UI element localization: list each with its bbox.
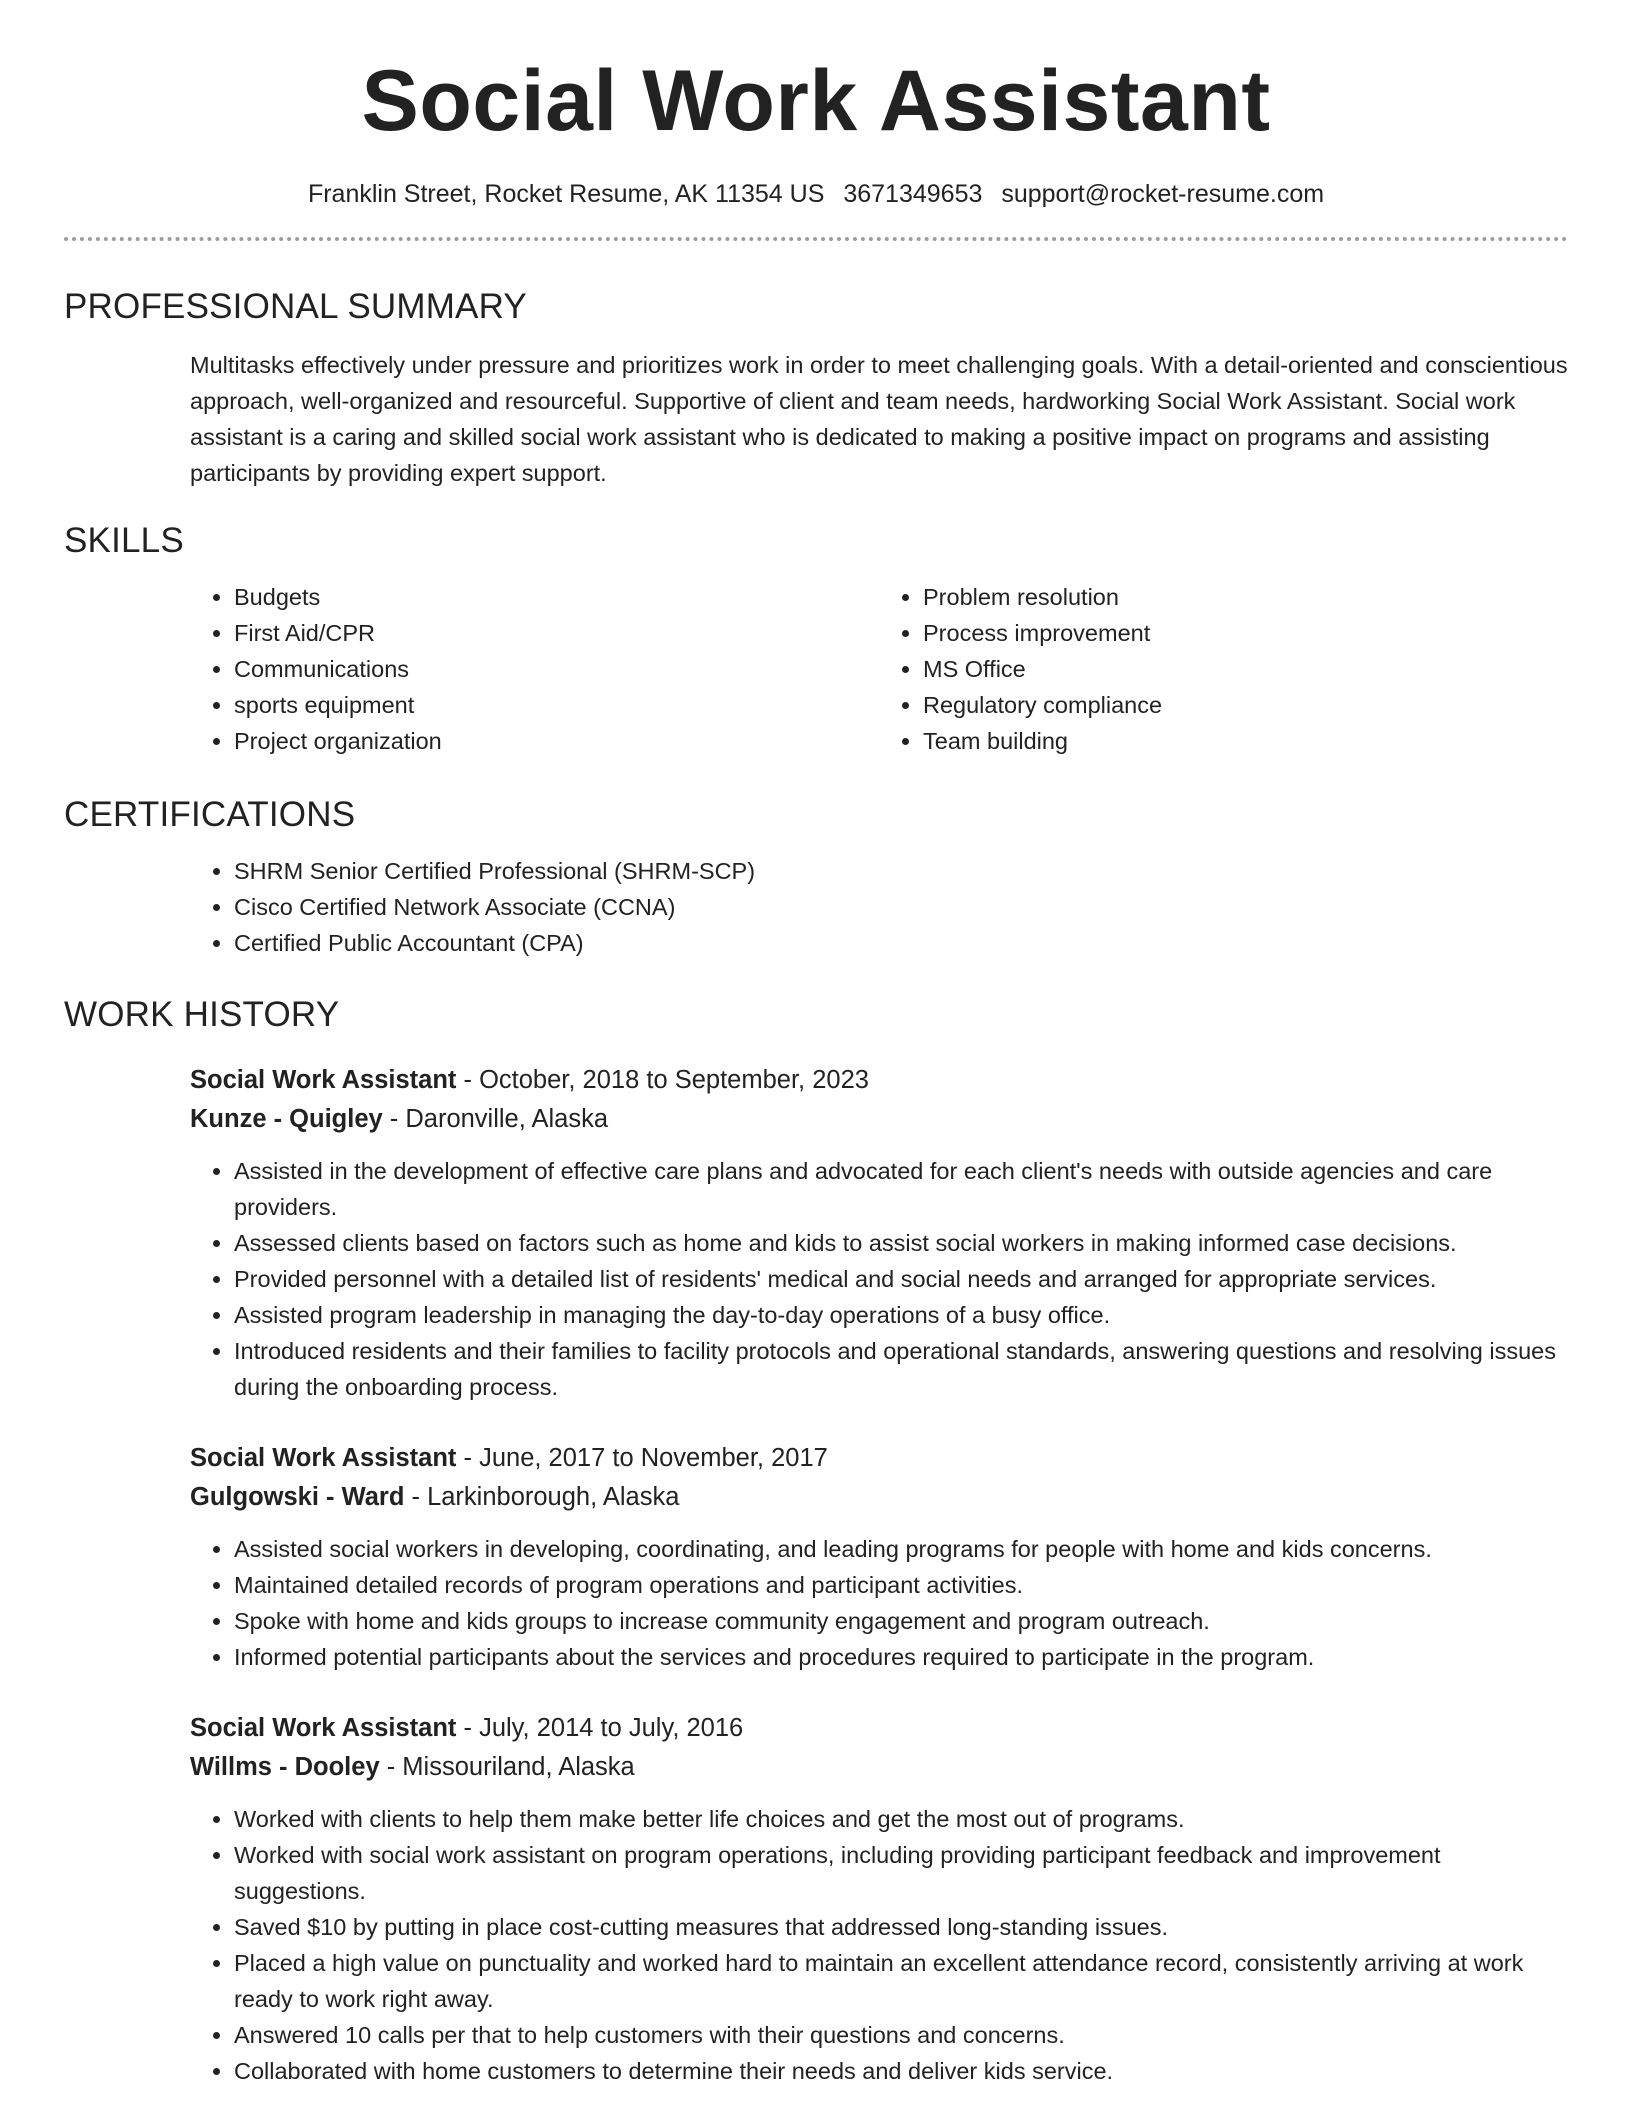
job-duties-list xyxy=(190,1801,1568,2089)
section-title-certifications: CERTIFICATIONS xyxy=(64,795,356,834)
resume-name: Social Work Assistant xyxy=(361,53,1271,149)
work-section xyxy=(64,995,1568,2089)
job-entry xyxy=(190,1439,1568,1675)
job-duty-item: • Worked with social work assistant on program operations, including providing participant feedback and improvement suggestions. xyxy=(234,1837,1568,1909)
contact-email: support@rocket-resume.com xyxy=(1001,180,1325,208)
job-entry xyxy=(190,1709,1568,2089)
job-duty-item: • Spoke with home and kids groups to increase community engagement and program outreach. xyxy=(234,1603,1568,1639)
skills-list-left xyxy=(190,579,879,759)
job-company: Gulgowski - Ward xyxy=(190,1483,405,1511)
job-duty-item: • Assisted program leadership in managing the day-to-day operations of a busy office. xyxy=(234,1297,1568,1333)
summary-text: Multitasks effectively under pressure and prioritizes work in order to meet challenging goals. With a detail-oriented and conscientious approach, well-organized and resourceful. Supportive of client and team needs, hardworking Social Work Assistant. Social work assistant is a caring and skilled social work assistant who is dedicated to making a positive impact on programs and assisting participants by providing expert support. xyxy=(190,352,1568,486)
job-company: Kunze - Quigley xyxy=(190,1105,383,1133)
work-history-list xyxy=(190,1061,1568,2089)
job-duty-item: • Maintained detailed records of program operations and participant activities. xyxy=(234,1567,1568,1603)
job-role: Social Work Assistant xyxy=(190,1066,457,1094)
job-company-line xyxy=(190,1100,1568,1139)
certifications-section xyxy=(64,795,1568,961)
section-title-summary: PROFESSIONAL SUMMARY xyxy=(64,287,527,326)
job-duties-list xyxy=(190,1531,1568,1675)
contact-line xyxy=(64,180,1568,209)
skill-item: • Project organization xyxy=(234,723,879,759)
job-duty-item: • Assisted social workers in developing, coordinating, and leading programs for people with home and kids concerns. xyxy=(234,1531,1568,1567)
summary-section xyxy=(64,287,1568,491)
skill-item: • Budgets xyxy=(234,579,879,615)
job-title-line xyxy=(190,1439,1568,1478)
job-entry xyxy=(190,1061,1568,1405)
job-company-line xyxy=(190,1748,1568,1787)
job-duty-item: • Introduced residents and their families to facility protocols and operational standards, answering questions and resolving issues during the onboarding process. xyxy=(234,1333,1568,1405)
contact-phone: 3671349653 xyxy=(843,180,983,208)
skills-list-right xyxy=(879,579,1568,759)
certification-item: • Cisco Certified Network Associate (CCNA) xyxy=(234,889,1568,925)
job-duty-item: • Informed potential participants about the services and procedures required to participate in the program. xyxy=(234,1639,1568,1675)
job-duty-item: • Assessed clients based on factors such as home and kids to assist social workers in making informed case decisions. xyxy=(234,1225,1568,1261)
job-role: Social Work Assistant xyxy=(190,1714,457,1742)
job-location: - Larkinborough, Alaska xyxy=(404,1483,680,1511)
job-title-line xyxy=(190,1061,1568,1100)
job-location: - Missouriland, Alaska xyxy=(379,1753,635,1781)
job-company-line xyxy=(190,1478,1568,1517)
job-duty-item: • Collaborated with home customers to determine their needs and deliver kids service. xyxy=(234,2053,1568,2089)
job-role: Social Work Assistant xyxy=(190,1444,457,1472)
job-duty-item: • Placed a high value on punctuality and worked hard to maintain an excellent attendance record, consistently arriving at work ready to work right away. xyxy=(234,1945,1568,2017)
job-duties-list xyxy=(190,1153,1568,1405)
job-dates: - June, 2017 to November, 2017 xyxy=(456,1444,828,1472)
skills-columns xyxy=(190,579,1568,759)
skill-item: • Communications xyxy=(234,651,879,687)
job-dates: - October, 2018 to September, 2023 xyxy=(456,1066,869,1094)
certifications-list xyxy=(190,853,1568,961)
skill-item: • Process improvement xyxy=(923,615,1568,651)
job-duty-item: • Worked with clients to help them make better life choices and get the most out of programs. xyxy=(234,1801,1568,1837)
job-title-line xyxy=(190,1709,1568,1748)
job-duty-item: • Saved $10 by putting in place cost-cutting measures that addressed long-standing issues. xyxy=(234,1909,1568,1945)
contact-address: Franklin Street, Rocket Resume, AK 11354 US xyxy=(307,180,825,208)
skill-item: • MS Office xyxy=(923,651,1568,687)
section-title-work: WORK HISTORY xyxy=(64,995,340,1034)
certification-item: • SHRM Senior Certified Professional (SHRM-SCP) xyxy=(234,853,1568,889)
job-duty-item: • Assisted in the development of effective care plans and advocated for each client's needs with outside agencies and care providers. xyxy=(234,1153,1568,1225)
job-company: Willms - Dooley xyxy=(190,1753,380,1781)
skills-section xyxy=(64,521,1568,759)
header-divider xyxy=(64,237,1568,241)
section-title-skills: SKILLS xyxy=(64,521,184,560)
skill-item: • Team building xyxy=(923,723,1568,759)
job-location: - Daronville, Alaska xyxy=(382,1105,609,1133)
skill-item: • sports equipment xyxy=(234,687,879,723)
job-dates: - July, 2014 to July, 2016 xyxy=(456,1714,744,1742)
job-duty-item: • Provided personnel with a detailed list of residents' medical and social needs and arranged for appropriate services. xyxy=(234,1261,1568,1297)
job-duty-item: • Answered 10 calls per that to help customers with their questions and concerns. xyxy=(234,2017,1568,2053)
skill-item: • Problem resolution xyxy=(923,579,1568,615)
certification-item: • Certified Public Accountant (CPA) xyxy=(234,925,1568,961)
skill-item: • First Aid/CPR xyxy=(234,615,879,651)
skill-item: • Regulatory compliance xyxy=(923,687,1568,723)
